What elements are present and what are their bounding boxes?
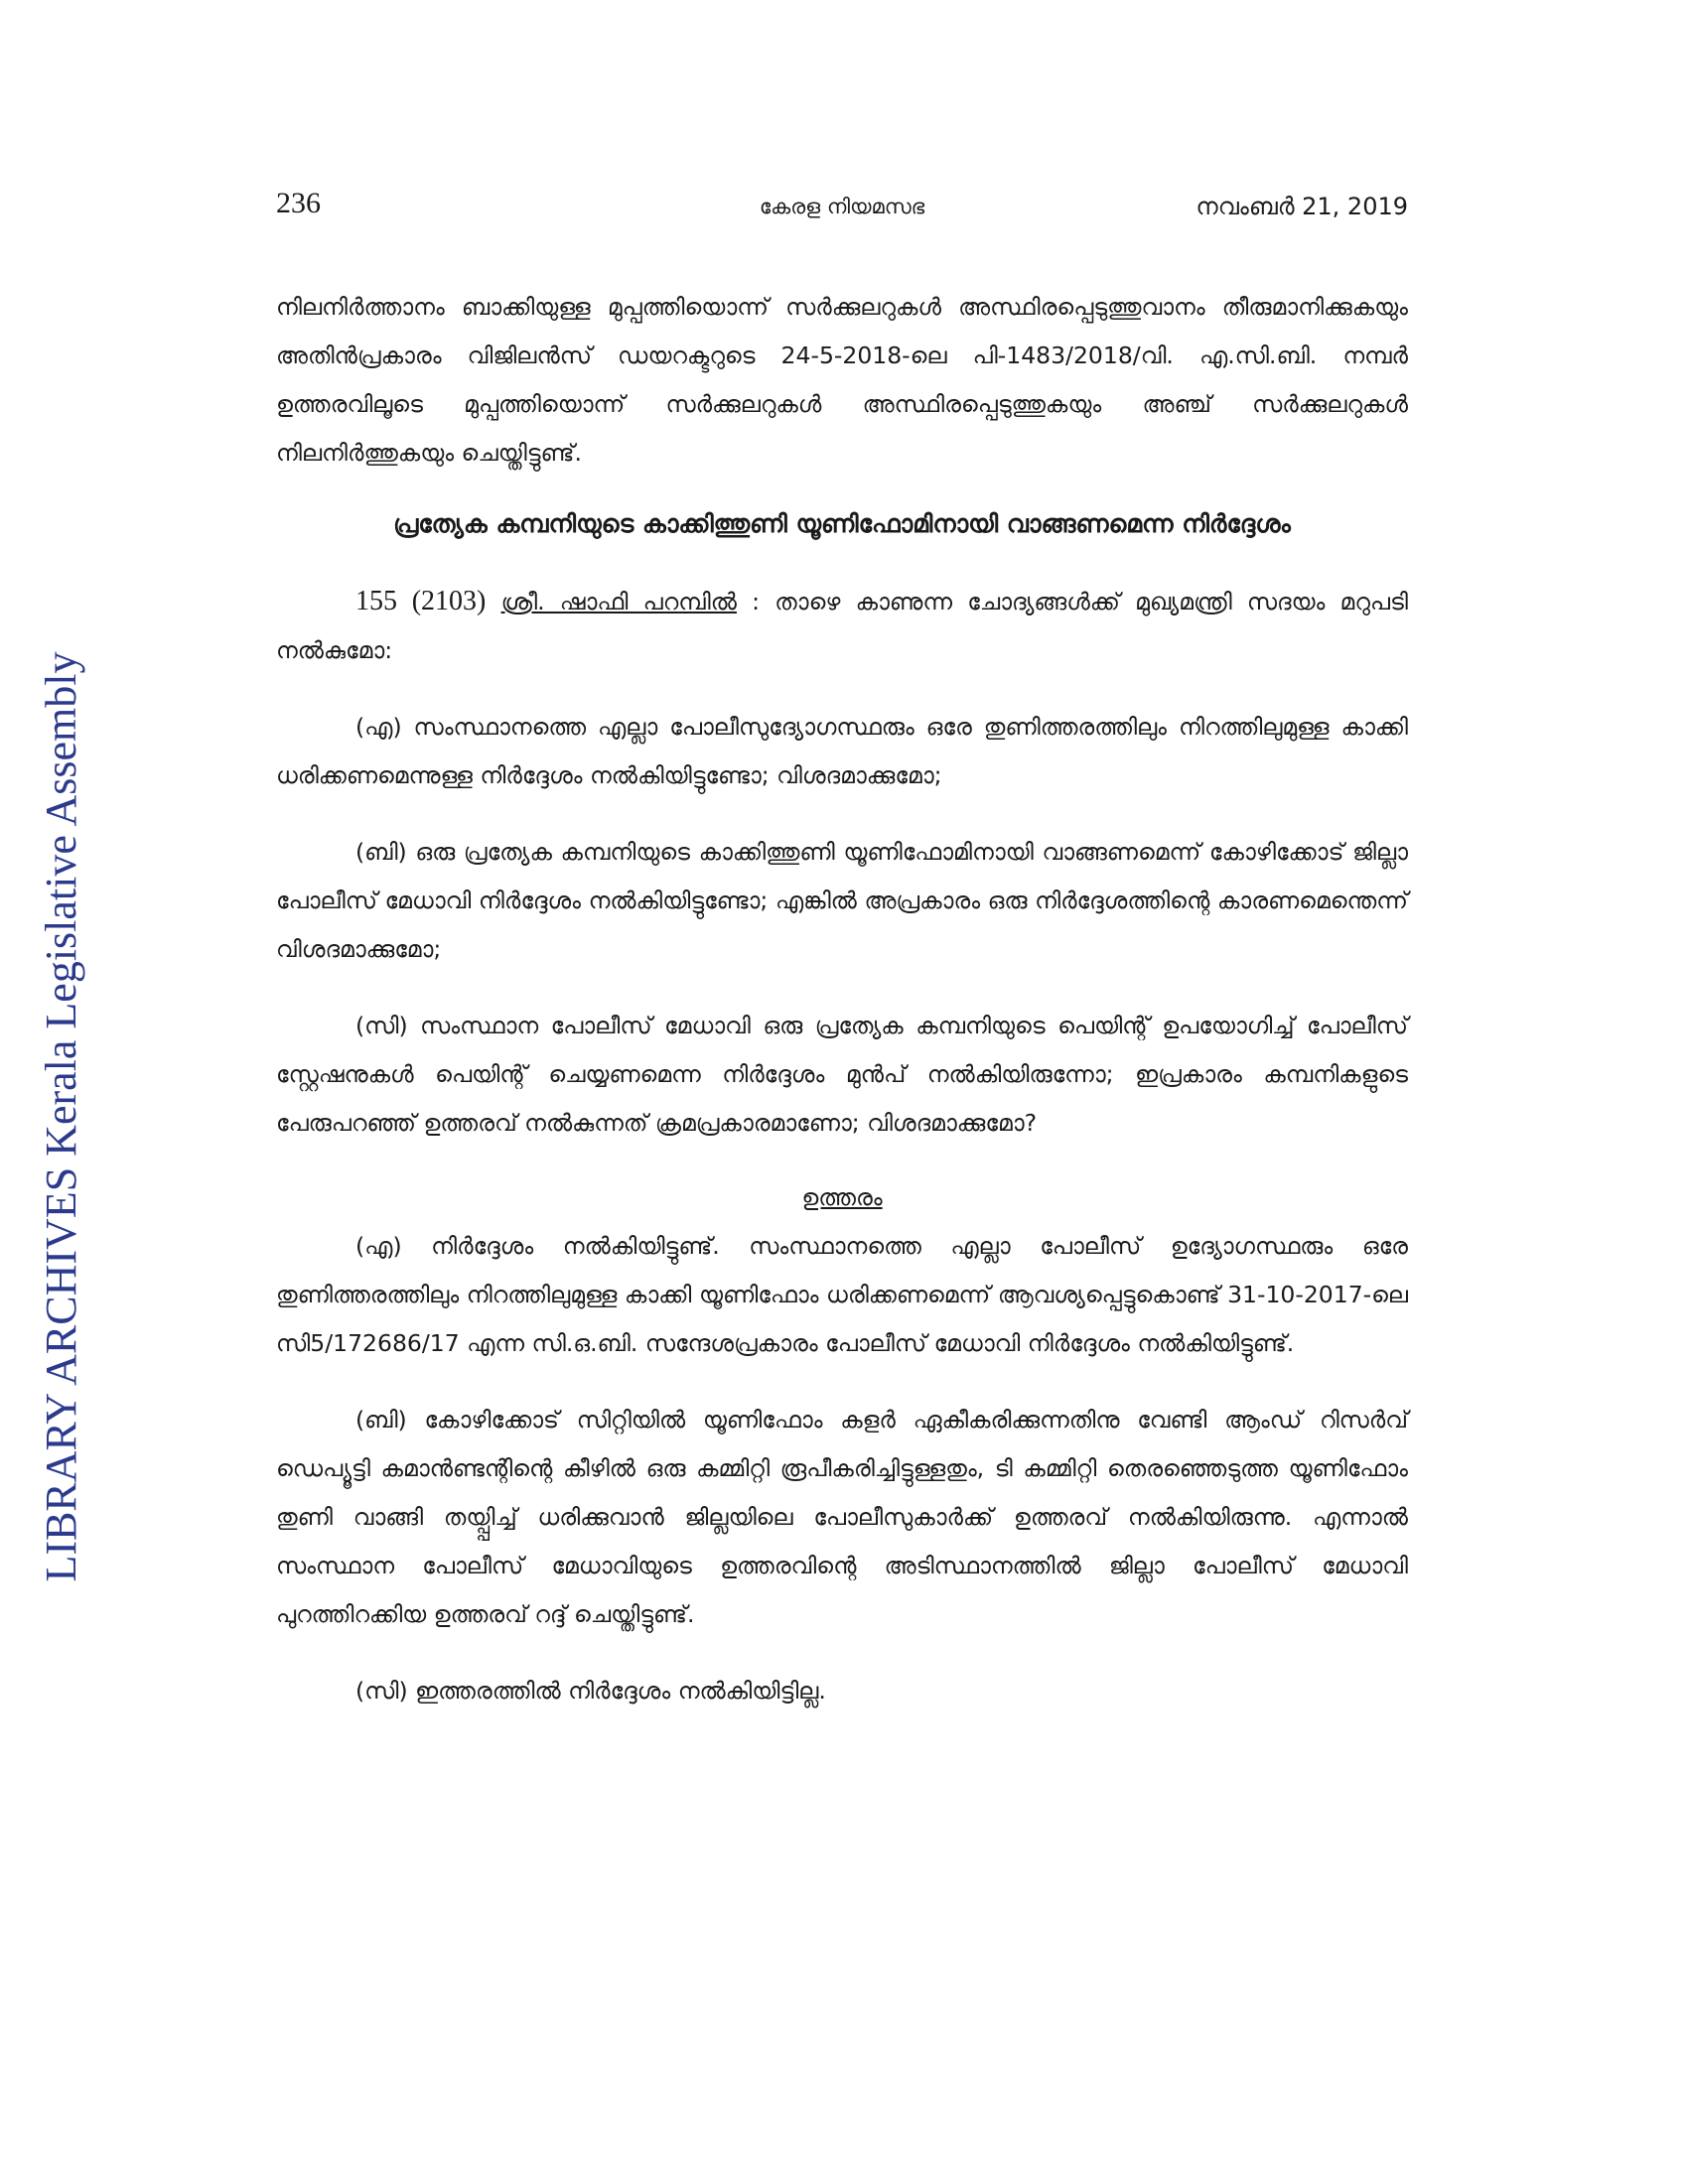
question-intro [276,577,1408,675]
answer-part-a: (എ) നിർദ്ദേശം നൽകിയിട്ടുണ്ട്. സംസ്ഥാനത്തെ എല്ലാ പോലീസ് ഉദ്യോഗസ്ഥരും ഒരേ തുണിത്തരത്തിലും നിറത്തിലുമുള്ള കാക്കി യൂണിഫോം ധരിക്കണമെന്ന് ആവശ്യപ്പെട്ടുകൊണ്ട് 31-10-2017-ലെ സി5/172686/17 എന്ന സി.ഒ.ബി. സന്ദേശപ്രകാരം പോലീസ് മേധാവി നിർദ്ദേശം നൽകിയിട്ടുണ്ട്. [276,1232,1408,1357]
member-name: ശ്രീ. ഷാഫി പറമ്പിൽ [500,588,737,615]
question-part-a: (എ) സംസ്ഥാനത്തെ എല്ലാ പോലീസുദ്യോഗസ്ഥരും ഒരേ തുണിത്തരത്തിലും നിറത്തിലുമുള്ള കാക്കി ധരിക്കണമെന്നുള്ള നിർദ്ദേശം നൽകിയിട്ടുണ്ടോ; വിശദമാക്കുമോ; [276,713,1408,789]
question-number: 155 (2103) [355,586,487,616]
answer-part-c: (സി) ഇത്തരത്തിൽ നിർദ്ദേശം നൽകിയിട്ടില്ല. [355,1677,826,1705]
intro-paragraph: നിലനിർത്താനം ബാക്കിയുള്ള മുപ്പത്തിയൊന്ന് സർക്കുലറുകൾ അസ്ഥിരപ്പെടുത്തുവാനം തീരുമാനിക്കുകയും അതിൻപ്രകാരം വിജിലൻസ് ഡയറക്ടറുടെ 24-5-2018-ലെ പി-1483/2018/വി. എ.സി.ബി. നമ്പർ ഉത്തരവിലൂടെ മുപ്പത്തിയൊന്ന് സർക്കുലറുകൾ അസ്ഥിരപ്പെടുത്തുകയും അഞ്ച് സർക്കുലറുകൾ നിലനിർത്തുകയും ചെയ്തിട്ടുണ്ട്. [276,293,1408,467]
page-number: 236 [276,187,321,219]
running-title: കേരള നിയമസഭ [759,195,925,218]
page-header [276,181,1408,240]
document-body [276,283,1408,1715]
section-heading: പ്രത്യേക കമ്പനിയുടെ കാക്കിത്തുണി യൂണിഫോമിനായി വാങ്ങണമെന്ന നിർദ്ദേശം [393,509,1291,538]
archive-watermark: LIBRARY ARCHIVES Kerala Legislative Assembly [37,651,85,1582]
question-part-c: (സി) സംസ്ഥാന പോലീസ് മേധാവി ഒരു പ്രത്യേക കമ്പനിയുടെ പെയിന്റ് ഉപയോഗിച്ച് പോലീസ് സ്റ്റേഷനുകൾ പെയിന്റ് ചെയ്യണമെന്ന നിർദ്ദേശം മുൻപ് നൽകിയിരുന്നോ; ഇപ്രകാരം കമ്പനികളുടെ പേരുപറഞ്ഞ് ഉത്തരവ് നൽകുന്നത് ക്രമപ്രകാരമാണോ; വിശദമാക്കുമോ? [276,1012,1408,1137]
question-part-b: (ബി) ഒരു പ്രത്യേക കമ്പനിയുടെ കാക്കിത്തുണി യൂണിഫോമിനായി വാങ്ങണമെന്ന് കോഴിക്കോട് ജില്ലാ പോലീസ് മേധാവി നിർദ്ദേശം നൽകിയിട്ടുണ്ടോ; എങ്കിൽ അപ്രകാരം ഒരു നിർദ്ദേശത്തിന്റെ കാരണമെന്തെന്ന് വിശദമാക്കുമോ; [276,838,1408,963]
header-date: നവംബർ 21, 2019 [1196,193,1408,220]
answer-part-b: (ബി) കോഴിക്കോട് സിറ്റിയിൽ യൂണിഫോം കളർ ഏകീകരിക്കുന്നതിനു വേണ്ടി ആംഡ് റിസർവ് ഡെപ്യൂട്ടി കമാൻണ്ടന്റിന്റെ കീഴിൽ ഒരു കമ്മിറ്റി രൂപീകരിച്ചിട്ടുള്ളതും, ടി കമ്മിറ്റി തെരഞ്ഞെടുത്ത യൂണിഫോം തുണി വാങ്ങി തയ്പ്പിച്ച് ധരിക്കുവാൻ ജില്ലയിലെ പോലീസുകാർക്ക് ഉത്തരവ് നൽകിയിരുന്നു. എന്നാൽ സംസ്ഥാന പോലീസ് മേധാവിയുടെ ഉത്തരവിന്റെ അടിസ്ഥാനത്തിൽ ജില്ലാ പോലീസ് മേധാവി പുറത്തിറക്കിയ ഉത്തരവ് റദ്ദ് ചെയ്തിട്ടുണ്ട്. [276,1406,1408,1628]
answer-heading: ഉത്തരം [801,1183,883,1211]
question-text: : താഴെ കാണുന്ന ചോദ്യങ്ങൾക്ക് മുഖ്യമന്ത്രി സദയം മറുപടി നൽകുമോ: [276,588,1408,664]
